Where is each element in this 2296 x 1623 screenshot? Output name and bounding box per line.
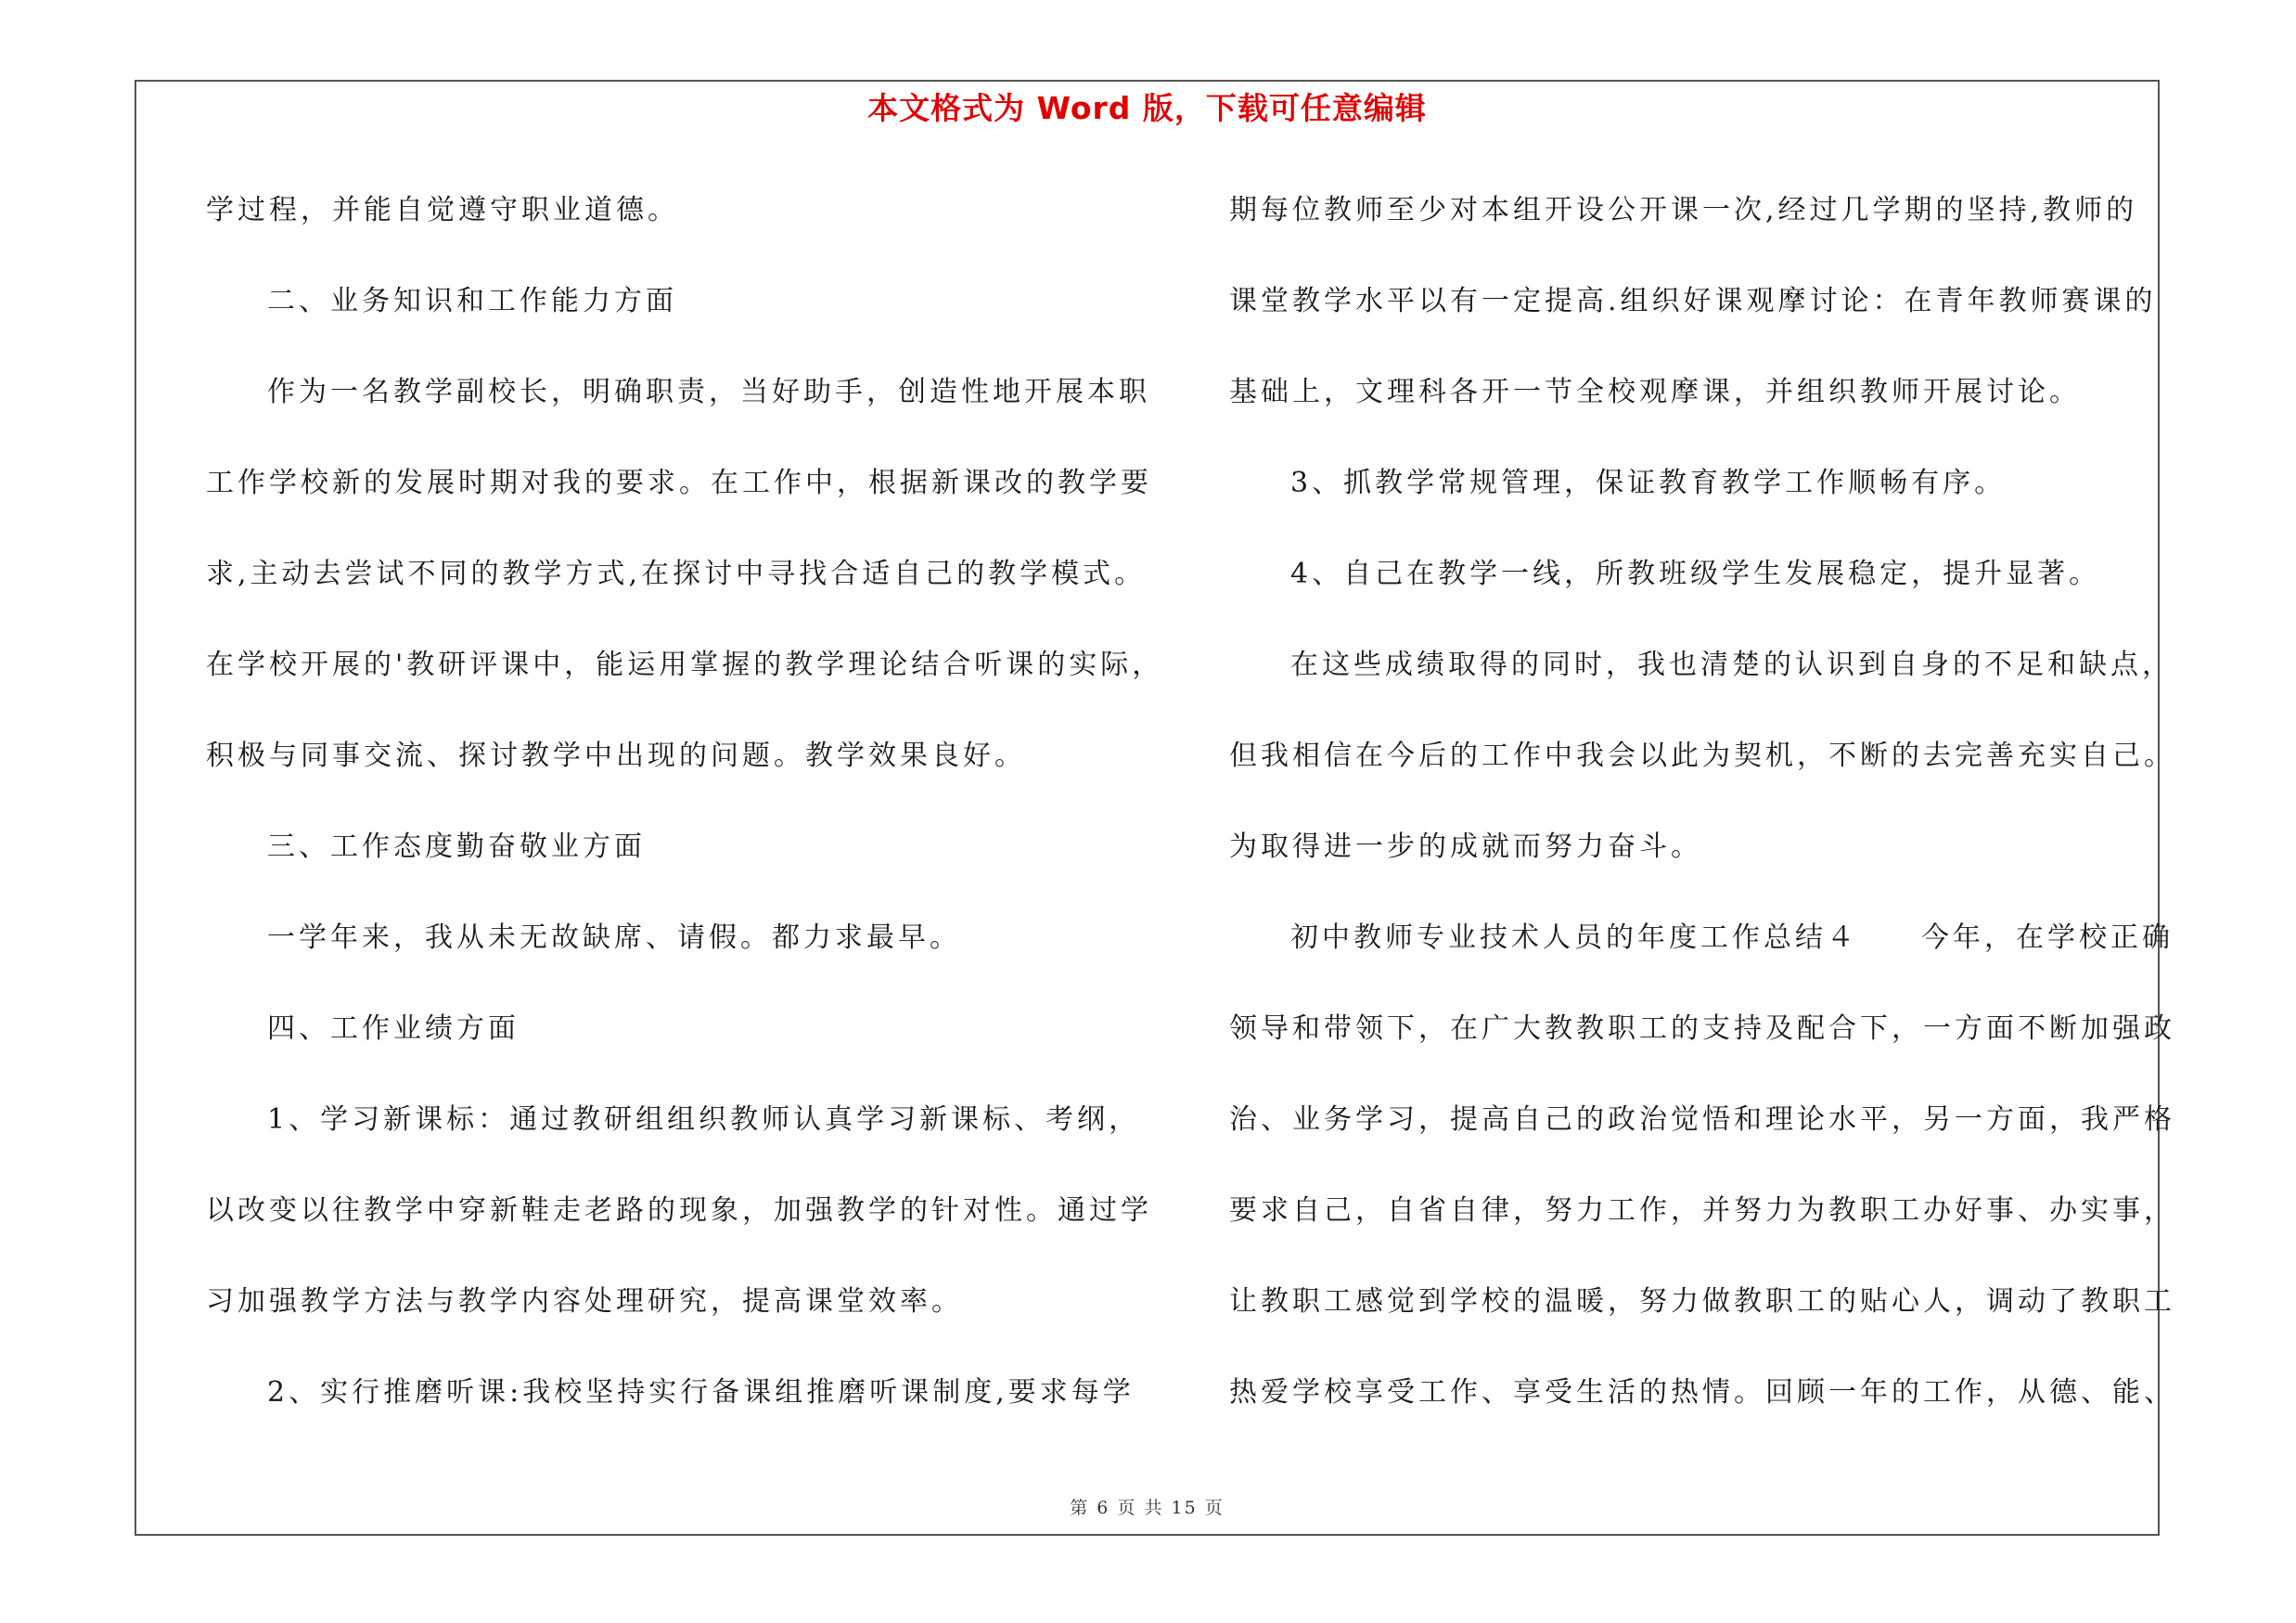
page-number-footer: 第 6 页 共 15 页 (1070, 1498, 1225, 1518)
right-text-column (1229, 182, 2175, 1455)
text-line: 4、自己在教学一线，所教班级学生发展稳定，提升显著。 (1290, 558, 2101, 590)
text-line: 作为一名教学副校长，明确职责，当好助手，创造性地开展本职 (267, 376, 1150, 408)
text-line: 求,主动去尝试不同的教学方式,在探讨中寻找合适自己的教学模式。 (206, 558, 1147, 590)
text-line: 四、工作业绩方面 (267, 1012, 519, 1045)
text-line: 3、抓教学常规管理，保证教育教学工作顺畅有序。 (1290, 467, 2007, 499)
text-line: 让教职工感觉到学校的温暖，努力做教职工的贴心人，调动了教职工 (1229, 1285, 2175, 1318)
text-line: 但我相信在今后的工作中我会以此为契机，不断的去完善充实自己。 (1229, 740, 2175, 772)
text-line: 课堂教学水平以有一定提高.组织好课观摩讨论：在青年教师赛课的 (1229, 285, 2157, 317)
text-line: 在这些成绩取得的同时，我也清楚的认识到自身的不足和缺点， (1290, 649, 2174, 681)
text-line: 以改变以往教学中穿新鞋走老路的现象，加强教学的针对性。通过学 (206, 1194, 1152, 1227)
text-line: 初中教师专业技术人员的年度工作总结４ 今年，在学校正确 (1290, 921, 2174, 954)
text-line: 工作学校新的发展时期对我的要求。在工作中，根据新课改的教学要 (206, 467, 1152, 499)
text-line: 热爱学校享受工作、享受生活的热情。回顾一年的工作，从德、能、 (1229, 1376, 2175, 1409)
text-line: 习加强教学方法与教学内容处理研究，提高课堂效率。 (206, 1285, 963, 1318)
text-line: 学过程，并能自觉遵守职业道德。 (206, 194, 679, 226)
left-text-column (206, 182, 1164, 1455)
text-line: 三、工作态度勤奋敬业方面 (267, 831, 646, 863)
text-line: 治、业务学习，提高自己的政治觉悟和理论水平，另一方面，我严格 (1229, 1103, 2175, 1136)
text-line: 二、业务知识和工作能力方面 (267, 285, 677, 317)
text-line: 要求自己，自省自律，努力工作，并努力为教职工办好事、办实事， (1229, 1194, 2175, 1227)
text-line: 基础上，文理科各开一节全校观摩课，并组织教师开展讨论。 (1229, 376, 2081, 408)
format-banner: 本文格式为 Word 版，下载可任意编辑 (867, 90, 1427, 126)
text-line: 为取得进一步的成就而努力奋斗。 (1229, 831, 1702, 863)
text-line: 一学年来，我从未无故缺席、请假。都力求最早。 (267, 921, 961, 954)
text-line: 期每位教师至少对本组开设公开课一次,经过几学期的坚持,教师的 (1229, 194, 2138, 226)
text-line: 积极与同事交流、探讨教学中出现的问题。教学效果良好。 (206, 740, 1026, 772)
text-line: 领导和带领下，在广大教教职工的支持及配合下，一方面不断加强政 (1229, 1012, 2175, 1045)
text-line: 1、学习新课标：通过教研组组织教师认真学习新课标、考纲， (267, 1103, 1141, 1136)
text-line: 2、实行推磨听课:我校坚持实行备课组推磨听课制度,要求每学 (267, 1376, 1135, 1409)
text-line: 在学校开展的'教研评课中，能运用掌握的教学理论结合听课的实际， (206, 649, 1164, 681)
